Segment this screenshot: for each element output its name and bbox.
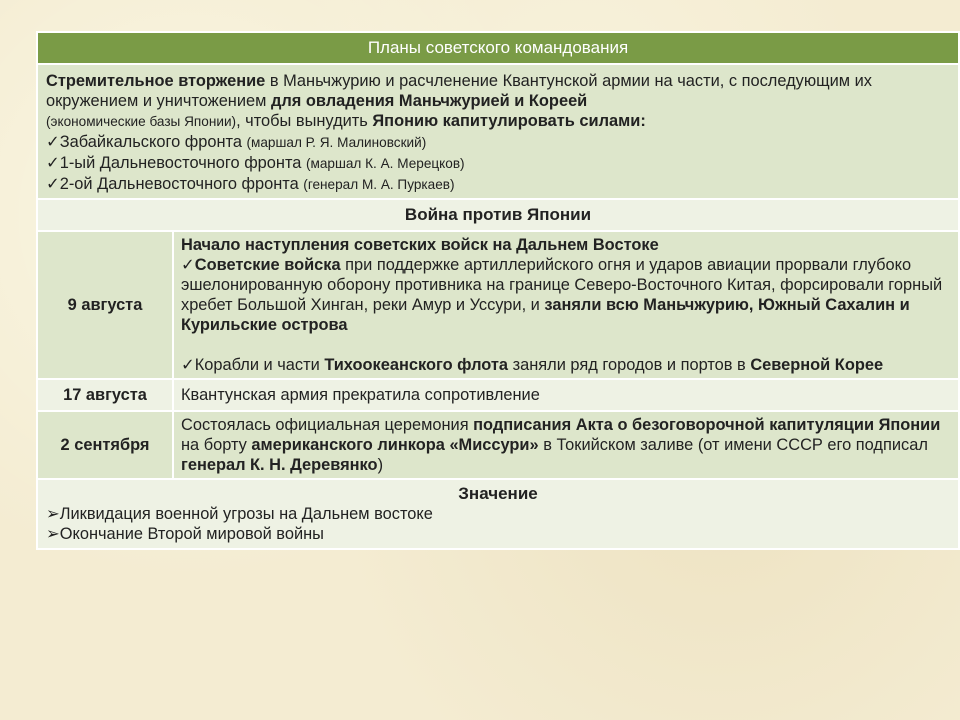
event-bold: Советские войска bbox=[194, 256, 341, 274]
event-row bbox=[37, 231, 959, 379]
event-date: 9 августа bbox=[37, 231, 173, 379]
table-header: Планы советского командования bbox=[37, 32, 959, 64]
war-title: Война против Японии bbox=[37, 199, 959, 231]
check-icon: ✓ bbox=[46, 154, 60, 172]
event-text: заняли ряд городов и портов в bbox=[508, 356, 751, 374]
history-table bbox=[36, 31, 960, 550]
event-text: Корабли и части bbox=[194, 356, 325, 374]
event-heading: Начало наступления советских войск на Дальнем Востоке bbox=[181, 236, 659, 254]
event-text: на борту bbox=[181, 436, 252, 454]
plans-row bbox=[37, 64, 959, 199]
event-bold: подписания Акта о безоговорочной капитуляции Японии bbox=[473, 416, 941, 434]
plans-text: в Маньчжурию и расчленение Квантунской армии на части, с последующим их окружением и уничтожением bbox=[46, 72, 872, 110]
event-bold: генерал К. Н. Деревянко bbox=[181, 456, 378, 474]
arrow-bullet-icon: ➢ bbox=[46, 505, 60, 523]
table-header-row bbox=[37, 32, 959, 64]
significance-text: Ликвидация военной угрозы на Дальнем востоке bbox=[59, 505, 433, 523]
event-text: при поддержке артиллерийского огня и ударов авиации прорвали глубоко эшелонированную оборону противника на границе Северо-Восточного Китая, форсировали горный хребет Большой Хинган, реки Амур и Уссури, и bbox=[181, 256, 943, 314]
list-item bbox=[46, 524, 950, 544]
arrow-bullet-icon: ➢ bbox=[46, 525, 60, 543]
significance-row bbox=[37, 479, 959, 549]
plans-text-2: , чтобы вынудить bbox=[236, 112, 373, 130]
event-date: 2 сентября bbox=[37, 411, 173, 479]
plans-bold-capitulate: Японию капитулировать силами: bbox=[372, 112, 646, 130]
plans-bold-invasion: Стремительное вторжение bbox=[46, 72, 266, 90]
event-text: Состоялась официальная церемония bbox=[181, 416, 474, 434]
event-text: в Токийском заливе (от имени СССР его подписал bbox=[538, 436, 928, 454]
event-row bbox=[37, 411, 959, 479]
plans-cell bbox=[37, 64, 959, 199]
check-icon: ✓ bbox=[181, 356, 195, 374]
event-bold: Северной Корее bbox=[750, 356, 884, 374]
front-item bbox=[46, 175, 455, 193]
plans-note: (экономические базы Японии) bbox=[46, 114, 237, 129]
event-description: Квантунская армия прекратила сопротивление bbox=[173, 379, 959, 411]
significance-title: Значение bbox=[458, 484, 538, 503]
event-row bbox=[37, 379, 959, 411]
plans-bold-goal: для овладения Маньчжурией и Кореей bbox=[270, 92, 588, 110]
front-item bbox=[46, 154, 465, 172]
spacer bbox=[181, 335, 951, 355]
front-name: 1-ый Дальневосточного фронта bbox=[59, 154, 306, 172]
event-bold: американского линкора «Миссури» bbox=[251, 436, 539, 454]
list-item bbox=[46, 504, 950, 524]
significance-cell bbox=[37, 479, 959, 549]
front-commander: (маршал Р. Я. Малиновский) bbox=[246, 135, 427, 150]
event-bold: Тихоокеанского флота bbox=[324, 356, 509, 374]
event-date: 17 августа bbox=[37, 379, 173, 411]
front-name: Забайкальского фронта bbox=[59, 133, 247, 151]
check-icon: ✓ bbox=[181, 256, 195, 274]
event-text: ) bbox=[377, 456, 384, 474]
front-commander: (маршал К. А. Мерецков) bbox=[305, 156, 465, 171]
front-commander: (генерал М. А. Пуркаев) bbox=[303, 177, 455, 192]
event-description bbox=[173, 411, 959, 479]
event-description bbox=[173, 231, 959, 379]
front-name: 2-ой Дальневосточного фронта bbox=[59, 175, 304, 193]
event-bold: заняли всю Маньчжурию, Южный Сахалин и Курильские острова bbox=[181, 296, 910, 334]
war-title-row bbox=[37, 199, 959, 231]
significance-text: Окончание Второй мировой войны bbox=[59, 525, 324, 543]
front-item bbox=[46, 133, 426, 151]
check-icon: ✓ bbox=[46, 133, 60, 151]
check-icon: ✓ bbox=[46, 175, 60, 193]
